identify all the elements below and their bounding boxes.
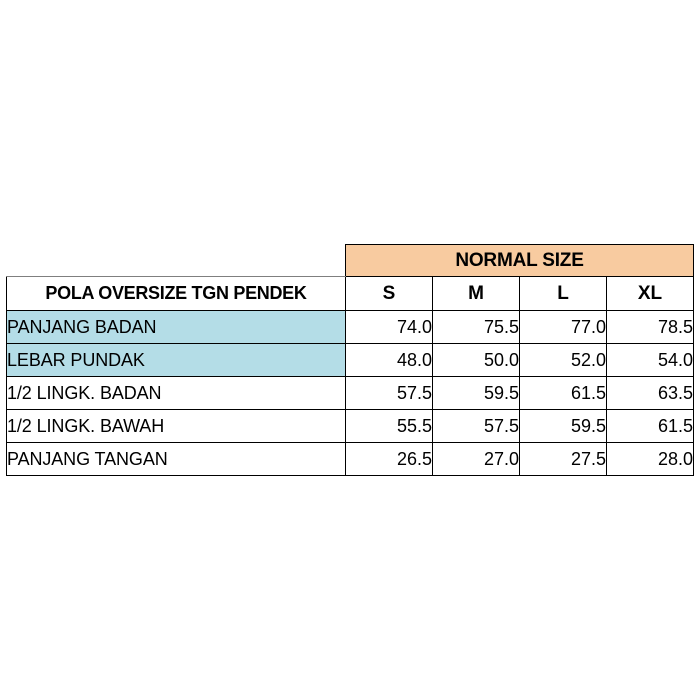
cell-value: 63.5: [607, 377, 694, 410]
row-label-lingk-badan: 1/2 LINGK. BADAN: [7, 377, 346, 410]
cell-value: 54.0: [607, 344, 694, 377]
cell-value: 57.5: [346, 377, 433, 410]
cell-value: 52.0: [520, 344, 607, 377]
cell-value: 61.5: [520, 377, 607, 410]
cell-value: 78.5: [607, 311, 694, 344]
row-label-lingk-bawah: 1/2 LINGK. BAWAH: [7, 410, 346, 443]
table-row: [7, 410, 694, 443]
row-label-lebar-pundak: LEBAR PUNDAK: [7, 344, 346, 377]
cell-value: 27.5: [520, 443, 607, 476]
cell-value: 26.5: [346, 443, 433, 476]
cell-value: 59.5: [433, 377, 520, 410]
cell-value: 48.0: [346, 344, 433, 377]
normal-size-header: NORMAL SIZE: [346, 245, 694, 277]
size-header-s: S: [346, 277, 433, 311]
table-row: [7, 344, 694, 377]
table-row: [7, 311, 694, 344]
cell-value: 74.0: [346, 311, 433, 344]
cell-value: 75.5: [433, 311, 520, 344]
cell-value: 57.5: [433, 410, 520, 443]
table-row: [7, 377, 694, 410]
table-row: [7, 443, 694, 476]
size-header-m: M: [433, 277, 520, 311]
corner-cell: [7, 245, 346, 277]
group-header-row: [7, 245, 694, 277]
size-chart-table: [6, 244, 694, 476]
cell-value: 61.5: [607, 410, 694, 443]
row-label-panjang-badan: PANJANG BADAN: [7, 311, 346, 344]
cell-value: 28.0: [607, 443, 694, 476]
row-label-panjang-tangan: PANJANG TANGAN: [7, 443, 346, 476]
size-header-xl: XL: [607, 277, 694, 311]
cell-value: 27.0: [433, 443, 520, 476]
column-header-row: [7, 277, 694, 311]
cell-value: 50.0: [433, 344, 520, 377]
cell-value: 59.5: [520, 410, 607, 443]
cell-value: 77.0: [520, 311, 607, 344]
size-header-l: L: [520, 277, 607, 311]
cell-value: 55.5: [346, 410, 433, 443]
pattern-name-header: POLA OVERSIZE TGN PENDEK: [7, 277, 346, 311]
